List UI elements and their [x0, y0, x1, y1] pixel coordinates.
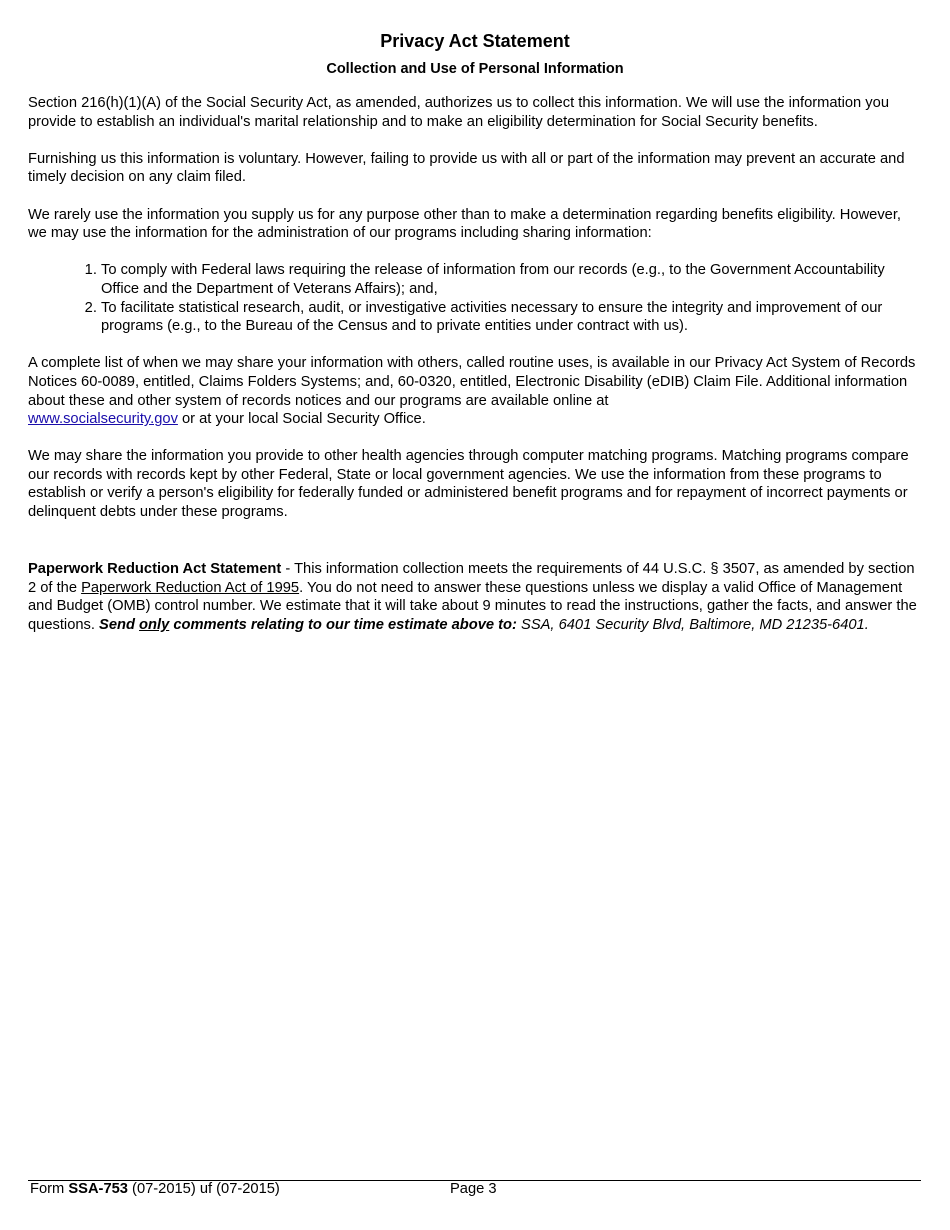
ssa-address: SSA, 6401 Security Blvd, Baltimore, MD 21235-6401. — [516, 617, 869, 634]
document-body — [28, 94, 918, 653]
list-item: 1. To comply with Federal laws requiring the release of information from our records (e.g., to the Government Accountability Office and the Department of Veterans Affairs); and, — [101, 261, 918, 298]
page-number: Page 3 — [450, 1181, 497, 1197]
form-prefix: Form — [30, 1181, 69, 1197]
send-text-1: Send — [99, 617, 140, 634]
privacy-paragraph-routine-uses — [28, 354, 918, 428]
privacy-paragraph-use: We rarely use the information you supply us for any purpose other than to make a determination regarding benefits eligibility. However, we may use the information for the administration of our programs including sharing information: — [28, 206, 902, 242]
socialsecurity-link[interactable]: www.socialsecurity.gov — [28, 411, 178, 428]
page-subtitle: Collection and Use of Personal Information — [326, 61, 624, 77]
paperwork-heading: Paperwork Reduction Act Statement — [28, 561, 282, 578]
sharing-list — [28, 261, 918, 335]
routine-uses-tail: or at your local Social Security Office. — [177, 411, 426, 428]
paperwork-act-reference: Paperwork Reduction Act of 1995 — [81, 579, 300, 596]
privacy-paragraph-authority: Section 216(h)(1)(A) of the Social Security Act, as amended, authorizes us to collect this information. We will use the information you provide to establish an individual's marital relationship and to make an eligibility determination for Social Security benefits. — [28, 95, 889, 130]
form-suffix: (07-2015) uf (07-2015) — [127, 1181, 280, 1197]
form-number: SSA-753 — [68, 1181, 128, 1197]
privacy-paragraph-voluntary: Furnishing us this information is voluntary. However, failing to provide us with all or part of the information may prevent an accurate and timely decision on any claim filed. — [28, 150, 905, 186]
page-title: Privacy Act Statement — [380, 31, 570, 51]
send-text-2: comments relating to our time estimate above to: — [169, 617, 517, 634]
send-only: only — [139, 617, 170, 634]
list-item: 2. To facilitate statistical research, audit, or investigative activities necessary to ensure the integrity and improvement of our programs (e.g., to the Bureau of the Census and to private entities under contract with us). — [101, 299, 918, 336]
paperwork-text-2: . You do not need to answer these questions unless we display a valid Office of Management and Budget (OMB) control number. We estimate that it will take about 9 minutes to read the instructions, gather the facts, and answer the questions. — [28, 579, 917, 634]
paperwork-statement — [28, 560, 918, 634]
routine-uses-text: A complete list of when we may share your information with others, called routine uses, is available in our Privacy Act System of Records Notices 60-0089, entitled, Claims Folders Systems; and, 60-0320, entitled, Electronic Disability (eDIB) Claim File. Additional information about these and other system of records notices and our programs are available online at — [28, 355, 916, 409]
paperwork-text-1: - This information collection meets the requirements of 44 U.S.C. § 3507, as amended by section 2 of the — [28, 561, 915, 596]
form-identifier — [30, 1180, 280, 1198]
section-spacer — [28, 540, 918, 560]
privacy-paragraph-matching: We may share the information you provide to other health agencies through computer matching programs. Matching programs compare our records with records kept by other Federal, State or local government agencies. We use the information from these programs to establish or verify a person's eligibility for federally funded or administered benefit programs and for repayment of incorrect payments or delinquent debts under these programs. — [28, 448, 909, 521]
